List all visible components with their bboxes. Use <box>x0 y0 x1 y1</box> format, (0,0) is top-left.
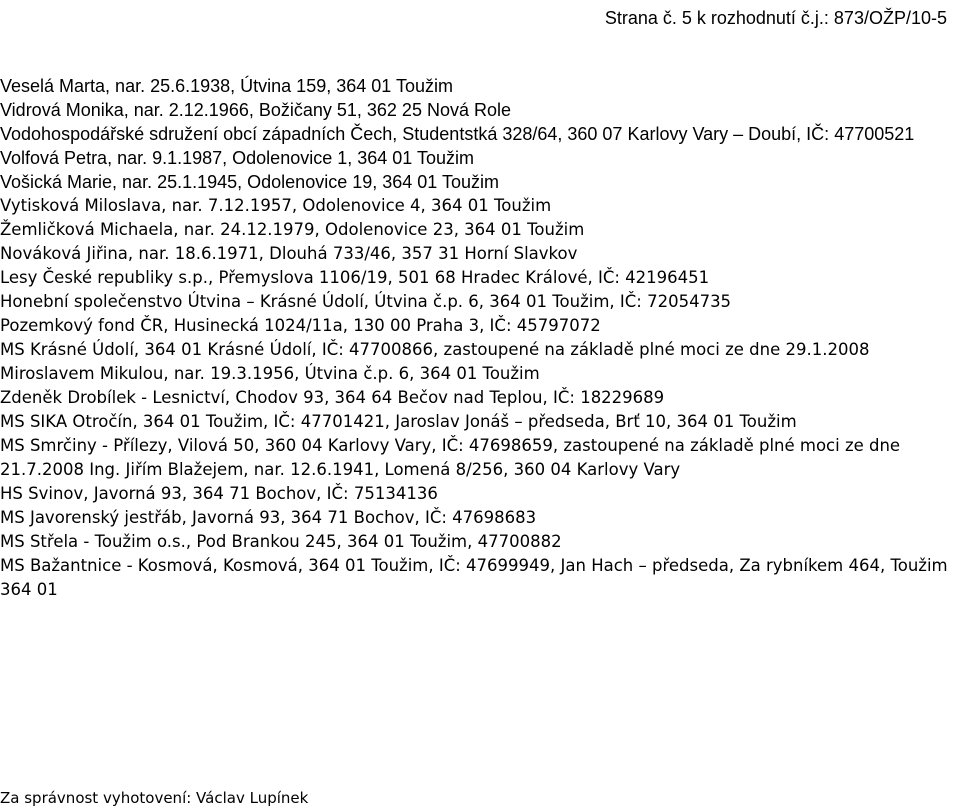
page-footer: Za správnost vyhotovení: Václav Lupínek <box>0 789 309 807</box>
list-item: MS Smrčiny - Přílezy, Vilová 50, 360 04 Karlovy Vary, IČ: 47698659, zastoupené na základě plné moci ze dne 21.7.2008 Ing. Jiřím Blažejem, nar. 12.6.1941, Lomená 8/256, 360 04 Karlovy Vary <box>0 436 901 479</box>
list-item: Pozemkový fond ČR, Husinecká 1024/11a, 130 00 Praha 3, IČ: 45797072 <box>0 316 601 335</box>
list-item: MS SIKA Otročín, 364 01 Toužim, IČ: 47701421, Jaroslav Jonáš – předseda, Brť 10, 364 01 Toužim <box>0 412 797 431</box>
list-item: MS Krásné Údolí, 364 01 Krásné Údolí, IČ: 47700866, zastoupené na základě plné moci ze dne 29.1.2008 Miroslavem Mikulou, nar. 19.3.1956, Útvina č.p. 6, 364 01 Toužim <box>0 340 870 383</box>
list-item: Vodohospodářské sdružení obcí západních Čech, Studentstká 328/64, 360 07 Karlovy Vary – Doubí, IČ: 47700521 <box>0 124 915 144</box>
list-item: MS Bažantnice - Kosmová, Kosmová, 364 01 Toužim, IČ: 47699949, Jan Hach – předseda, Za rybníkem 464, Toužim 364 01 <box>0 556 948 599</box>
list-item: Vidrová Monika, nar. 2.12.1966, Božičany 51, 362 25 Nová Role <box>0 100 511 120</box>
list-item: Žemličková Michaela, nar. 24.12.1979, Odolenovice 23, 364 01 Toužim <box>0 220 585 239</box>
list-item: Volfová Petra, nar. 9.1.1987, Odolenovice 1, 364 01 Toužim <box>0 148 474 168</box>
list-item: Zdeněk Drobílek - Lesnictví, Chodov 93, 364 64 Bečov nad Teplou, IČ: 18229689 <box>0 388 665 407</box>
list-item: MS Střela - Toužim o.s., Pod Brankou 245, 364 01 Toužim, 47700882 <box>0 532 562 551</box>
list-item: Nováková Jiřina, nar. 18.6.1971, Dlouhá 733/46, 357 31 Horní Slavkov <box>0 244 578 263</box>
list-item: Veselá Marta, nar. 25.6.1938, Útvina 159, 364 01 Toužim <box>0 76 453 96</box>
list-item: Vytisková Miloslava, nar. 7.12.1957, Odolenovice 4, 364 01 Toužim <box>0 196 552 215</box>
list-item: Honební společenstvo Útvina – Krásné Údolí, Útvina č.p. 6, 364 01 Toužim, IČ: 72054735 <box>0 292 732 311</box>
list-item: HS Svinov, Javorná 93, 364 71 Bochov, IČ: 75134136 <box>0 484 438 503</box>
list-item: Vošická Marie, nar. 25.1.1945, Odolenovice 19, 364 01 Toužim <box>0 172 499 192</box>
page-header: Strana č. 5 k rozhodnutí č.j.: 873/OŽP/10-5 <box>604 8 947 28</box>
recipient-list <box>0 74 950 602</box>
list-item: MS Javorenský jestřáb, Javorná 93, 364 71 Bochov, IČ: 47698683 <box>0 508 537 527</box>
list-item: Lesy České republiky s.p., Přemyslova 1106/19, 501 68 Hradec Králové, IČ: 42196451 <box>0 268 710 287</box>
